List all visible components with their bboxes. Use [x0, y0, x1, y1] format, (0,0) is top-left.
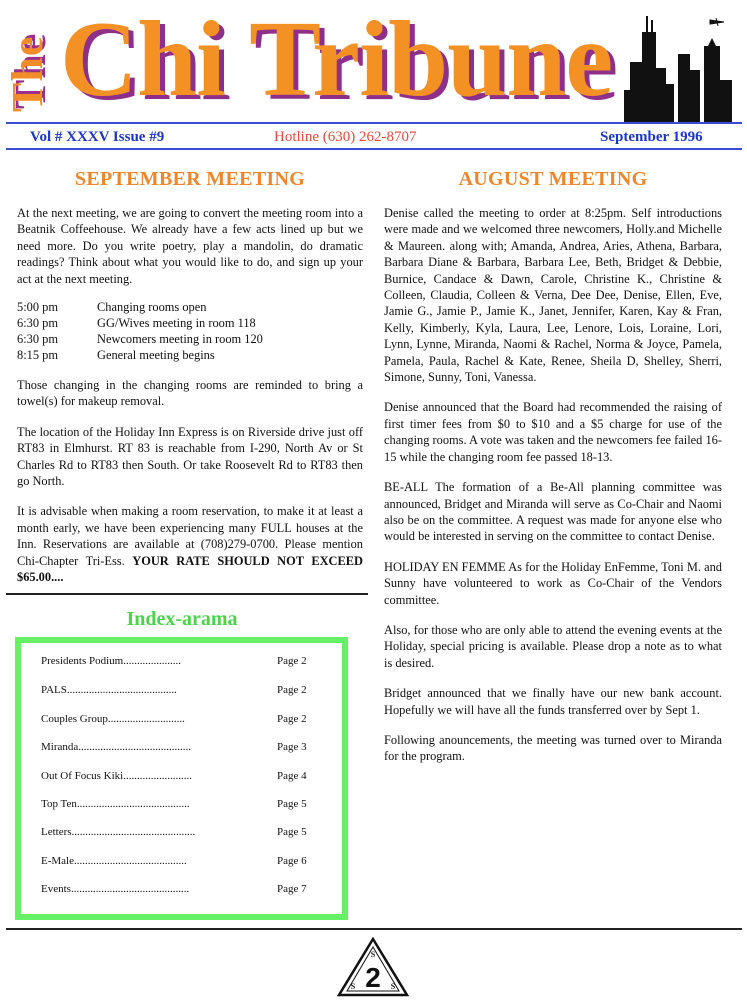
- index-item-page: Page 5: [277, 798, 307, 810]
- september-paragraph-2: Those changing in the changing rooms are reminded to bring a towel(s) for makeup removal.: [17, 378, 363, 409]
- index-item-label: Out Of Focus Kiki.........................: [41, 770, 192, 782]
- schedule-time: 6:30 pm: [17, 332, 58, 347]
- september-paragraph-4: [17, 503, 363, 585]
- august-paragraph-3: BE-ALL The formation of a Be-All planning committee was announced, Bridget and Miranda will serve as Co-Chair and Naomi also be on the committee. A request was made for anyone else who would be interested in serving on the committee to contact Denise.: [384, 480, 722, 544]
- index-item-label: Events...........................................: [41, 883, 190, 895]
- index-title: Index-arama: [126, 608, 238, 630]
- masthead-bottom-rule: [6, 148, 742, 150]
- schedule-row: [17, 331, 363, 347]
- index-box: [15, 637, 348, 920]
- masthead-top-rule: [6, 122, 742, 124]
- schedule-event: General meeting begins: [97, 348, 215, 363]
- issue-date: September 1996: [600, 129, 703, 145]
- august-paragraph-2: Denise announced that the Board had recommended the raising of first timer fees from $0 to $10 and a $5 charge for use of the changing rooms. A vote was taken and the newcomers fee failed 16-15 while the changing room fee passed 18-13.: [384, 400, 722, 464]
- schedule-event: Newcomers meeting in room 120: [97, 332, 263, 347]
- index-item-label: PALS........................................: [41, 684, 177, 696]
- index-item[interactable]: [41, 883, 331, 895]
- masthead-the: The: [3, 35, 52, 112]
- meeting-schedule: [17, 299, 363, 363]
- schedule-time: 6:30 pm: [17, 316, 58, 331]
- index-item-label: Letters.............................................: [41, 826, 196, 838]
- footer-rule: [6, 928, 742, 930]
- august-paragraph-7: Following anouncements, the meeting was turned over to Miranda for the program.: [384, 732, 722, 764]
- schedule-row: [17, 315, 363, 331]
- schedule-row: [17, 299, 363, 315]
- newsletter-title: Chi Tribune: [60, 0, 613, 119]
- september-paragraph-3: The location of the Holiday Inn Express is on Riverside drive just off RT83 in Elmhurst. RT 83 is reachable from I-290, North Av or St Charles Rd to RT83 then South. Or take Roosevelt Rd to RT83 then go North.: [17, 424, 363, 489]
- index-item-label: Top Ten.........................................: [41, 798, 190, 810]
- volume-issue: Vol # XXXV Issue #9: [30, 129, 165, 145]
- index-item-page: Page 7: [277, 883, 307, 895]
- emblem-letter-top: S: [370, 950, 376, 959]
- emblem-letter-right: S: [390, 982, 396, 991]
- september-meeting-column: [17, 168, 363, 586]
- index-item-page: Page 5: [277, 826, 307, 838]
- index-item-label: E-Male.........................................: [41, 855, 187, 867]
- masthead: [0, 0, 747, 125]
- index-item[interactable]: [41, 684, 331, 696]
- index-item[interactable]: [41, 826, 331, 838]
- index-item[interactable]: [41, 770, 331, 782]
- index-item-label: Presidents Podium.....................: [41, 655, 181, 667]
- index-item[interactable]: [41, 741, 331, 753]
- august-meeting-heading: AUGUST MEETING: [458, 168, 648, 190]
- august-paragraph-6: Bridget announced that we finally have our new bank account. Hopefully we will have all the funds transferred over by Sept 1.: [384, 686, 722, 717]
- index-item[interactable]: [41, 798, 331, 810]
- index-item[interactable]: [41, 713, 331, 725]
- schedule-row: [17, 347, 363, 363]
- august-paragraph-4: HOLIDAY EN FEMME As for the Holiday EnFemme, Toni M. and Sunny have volunteered to work as Co-Chair of the Vendors committee.: [384, 559, 722, 607]
- index-item[interactable]: [41, 855, 331, 867]
- index-item-label: Couples Group............................: [41, 713, 185, 725]
- schedule-time: 5:00 pm: [17, 300, 58, 315]
- schedule-event: Changing rooms open: [97, 300, 207, 315]
- schedule-time: 8:15 pm: [17, 348, 58, 363]
- reservation-text: It is advisable when making a room reservation, to make it at least a month early, we have been experiencing many FULL houses at the Inn. Reservations are available at (708)279-0700. Please mention Chi-Chapter Tri-Ess.: [17, 504, 363, 568]
- rate-notice: YOUR RATE SHOULD NOT EXCEED $65.00....: [17, 553, 363, 585]
- index-item-label: Miranda.........................................: [41, 741, 192, 753]
- index-item-page: Page 6: [277, 855, 307, 867]
- august-paragraph-5: Also, for those who are only able to attend the evening events at the Holiday, special pricing is available. Please drop a note as to what is desired.: [384, 622, 722, 670]
- index-item-page: Page 2: [277, 655, 307, 667]
- issue-info-bar: [10, 126, 738, 148]
- index-item[interactable]: [41, 655, 331, 667]
- page-number: 2: [365, 962, 381, 993]
- left-column-divider: [6, 593, 368, 595]
- hotline: Hotline (630) 262-8707: [274, 129, 417, 145]
- index-item-page: Page 2: [277, 684, 307, 696]
- september-paragraph-1: At the next meeting, we are going to convert the meeting room into a Beatnik Coffeehouse. We already have a few acts lined up but we need more. Do you write poetry, play a mandolin, do dramatic readings? Think about what you would like to do, and sign up your act at the next meeting.: [17, 206, 363, 286]
- schedule-event: GG/Wives meeting in room 118: [97, 316, 256, 331]
- index-item-page: Page 3: [277, 741, 307, 753]
- chicago-skyline-icon: [624, 10, 738, 122]
- august-paragraph-1: Denise called the meeting to order at 8:25pm. Self introductions were made and we welcomed three newcomers, Holly.and Michelle & Maureen. along with; Amanda, Andrea, Aries, Athena, Barbara, Barbara Diane & Barbara, Barbara Lee, Beth, Bridget & Debbie, Burnice, Candace & Dawn, Carole, Christine K., Christine & Colleen, Claudia, Colleen & Verna, Dee Dee, Denise, Ellen, Eve, Jamie G., Jamie P., Jamie K., Janet, Jennifer, Karen, Kay & Fran, Kelly, Kimberly, Kyla, Laura, Lee, Lenore, Lois, Loraine, Lori, Lynn, Lynne, Miranda, Naomi & Rachel, Norma & Joyce, Pamela, Pamela, Paula, Rachel & Kate, Renee, Sheila D, Shelley, Sherri, Simone, Sunny, Toni, Vanessa.: [384, 206, 722, 385]
- index-item-page: Page 2: [277, 713, 307, 725]
- august-meeting-column: [384, 168, 722, 765]
- index-item-page: Page 4: [277, 770, 307, 782]
- tri-ess-emblem-icon: [337, 937, 409, 997]
- september-meeting-heading: SEPTEMBER MEETING: [74, 168, 306, 190]
- emblem-letter-left: S: [350, 982, 356, 991]
